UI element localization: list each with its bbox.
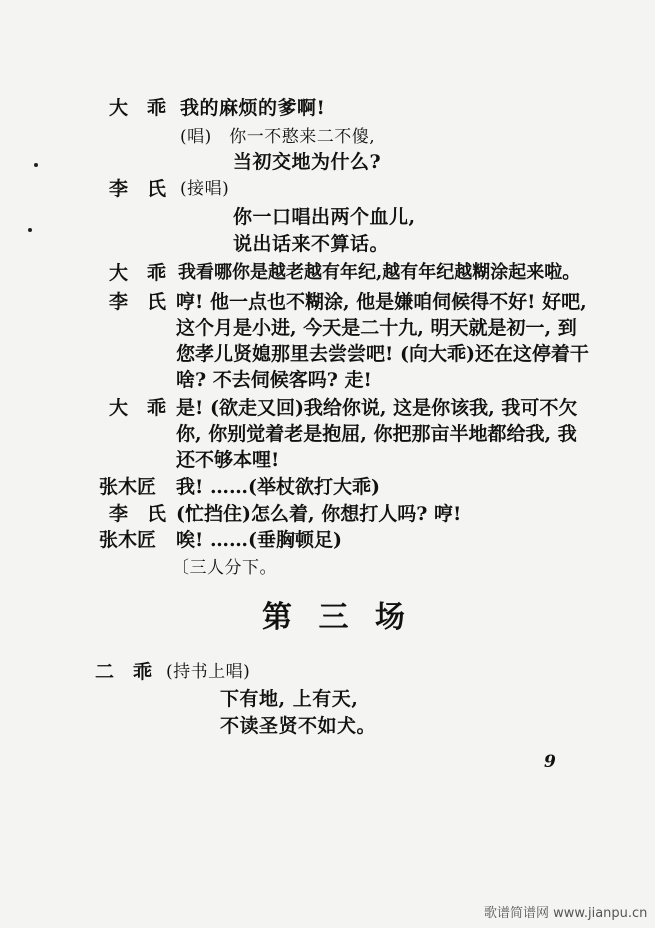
dialogue-line: 是! (欲走又回)我给你说, 这是你该我, 我可不欠 [176, 397, 578, 419]
speaker-name: 大 乖 [109, 262, 167, 284]
dialogue-line: 还不够本哩! [176, 449, 280, 471]
dialogue-line: 不读圣贤不如犬。 [220, 715, 377, 737]
speaker-name: 李 氏 [109, 503, 167, 525]
dialogue-line: 你, 你别觉着老是抱屈, 你把那亩半地都给我, 我 [176, 423, 577, 445]
watermark: 歌谱简谱网 www.jianpu.cn [484, 906, 648, 921]
dialogue-line: (忙挡住)怎么着, 你想打人吗? 哼! [176, 503, 462, 525]
dialogue-line: 哼! 他一点也不糊涂, 他是嫌咱伺候得不好! 好吧, [176, 291, 587, 313]
scene-title: 第 三 场 [262, 600, 413, 635]
speaker-name: 李 氏 [109, 291, 167, 313]
dialogue-line: 您孝儿贤媳那里去尝尝吧! (向大乖)还在这停着干 [176, 343, 589, 365]
dialogue-line: 当初交地为什么? [233, 151, 382, 173]
dialogue-line: 你一口唱出两个血儿, [233, 206, 416, 228]
speaker-name: 大 乖 [109, 397, 167, 419]
dialogue-line: 说出话来不算话。 [233, 233, 390, 255]
stage-direction: (接唱) [180, 179, 230, 199]
speaker-name: 张木匠 [99, 529, 157, 551]
page-number: 9 [544, 752, 556, 772]
dialogue-line: 我的麻烦的爹啊! [180, 97, 326, 119]
dialogue-line: 这个月是小进, 今天是二十九, 明天就是初一, 到 [176, 317, 577, 339]
dialogue-line: 唉! ……(垂胸顿足) [176, 529, 342, 551]
stage-direction: 〔三人分下。 [172, 558, 277, 578]
margin-mark [28, 228, 32, 232]
margin-mark [34, 163, 38, 167]
dialogue-line: 下有地, 上有天, [220, 688, 359, 710]
dialogue-line: 我看哪你是越老越有年纪,越有年纪越糊涂起来啦。 [178, 262, 581, 283]
speaker-name: 张木匠 [99, 476, 157, 498]
speaker-name: 大 乖 [109, 97, 167, 119]
dialogue-line: 啥? 不去伺候客吗? 走! [176, 369, 372, 391]
dialogue-line: 我! ……(举杖欲打大乖) [176, 476, 380, 498]
dialogue-line: (唱) 你一不憨来二不傻, [180, 127, 376, 147]
stage-direction: (持书上唱) [166, 662, 251, 682]
speaker-name: 二 乖 [95, 661, 153, 683]
speaker-name: 李 氏 [109, 178, 167, 200]
